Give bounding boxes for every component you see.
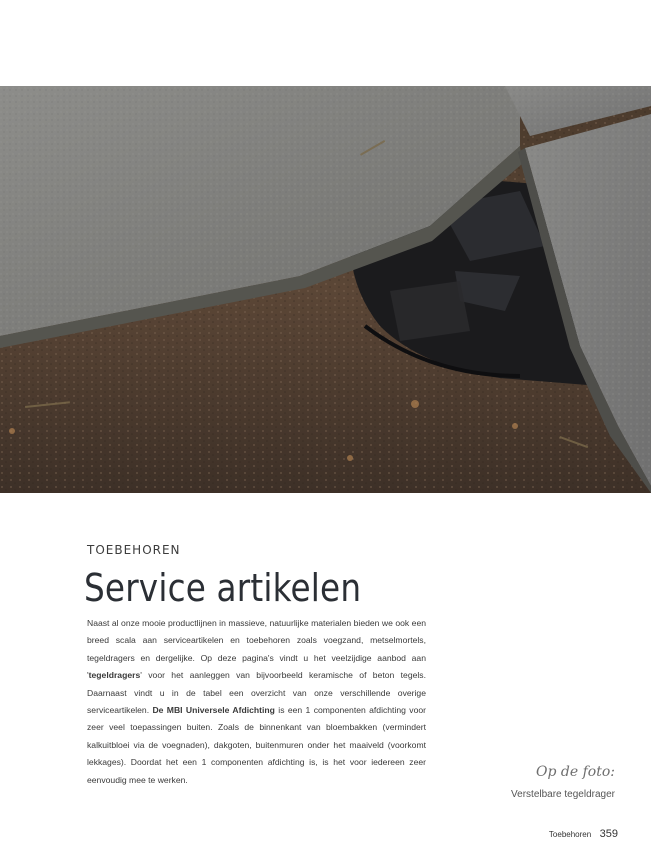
page-footer — [549, 824, 618, 842]
intro-text-part-1: Naast al onze mooie productlijnen in massieve, natuurlijke materialen bieden we ook een breed scala aan serviceartikelen en toebehoren zoals voegzand, metselmortels, tegeldragers en dergelijke. Op deze pagina's vindt u het veelzijdige aanbod aan ' — [87, 618, 426, 681]
intro-text-part-3: is een 1 componenten afdichting voor zeer veel toepassingen buiten. Zoals de binnenkant van bloembakken (vermindert kalkuitbloei via de voegnaden), dakgoten, buitenmuren onder het maaiveld (voorkomt lekkages). Doordat het een 1 componenten afdichting is, is het voor iedereen zeer eenvoudig mee te werken. — [87, 705, 426, 785]
intro-paragraph — [87, 615, 426, 789]
header-photo — [0, 86, 651, 493]
intro-text-part-2: ' voor het aanleggen van bijvoorbeeld keramische of beton tegels. Daarnaast vindt u in de tabel een overzicht van onze verschillende overige serviceartikelen. — [87, 670, 426, 716]
page-number: 359 — [599, 828, 618, 840]
tegeldragers-emphasis: tegeldragers — [88, 670, 141, 681]
photo-caption-subtitle: Verstelbare tegeldrager — [511, 789, 615, 800]
section-kicker: TOEBEHOREN — [87, 543, 181, 557]
page-title: Service artikelen — [84, 566, 362, 610]
photo-caption-title: Op de foto: — [536, 764, 615, 780]
paving-tile-photo-icon — [0, 86, 651, 493]
mbi-afdichting-emphasis: De MBI Universele Afdichting — [152, 705, 275, 716]
footer-section-name: Toebehoren — [548, 830, 592, 839]
